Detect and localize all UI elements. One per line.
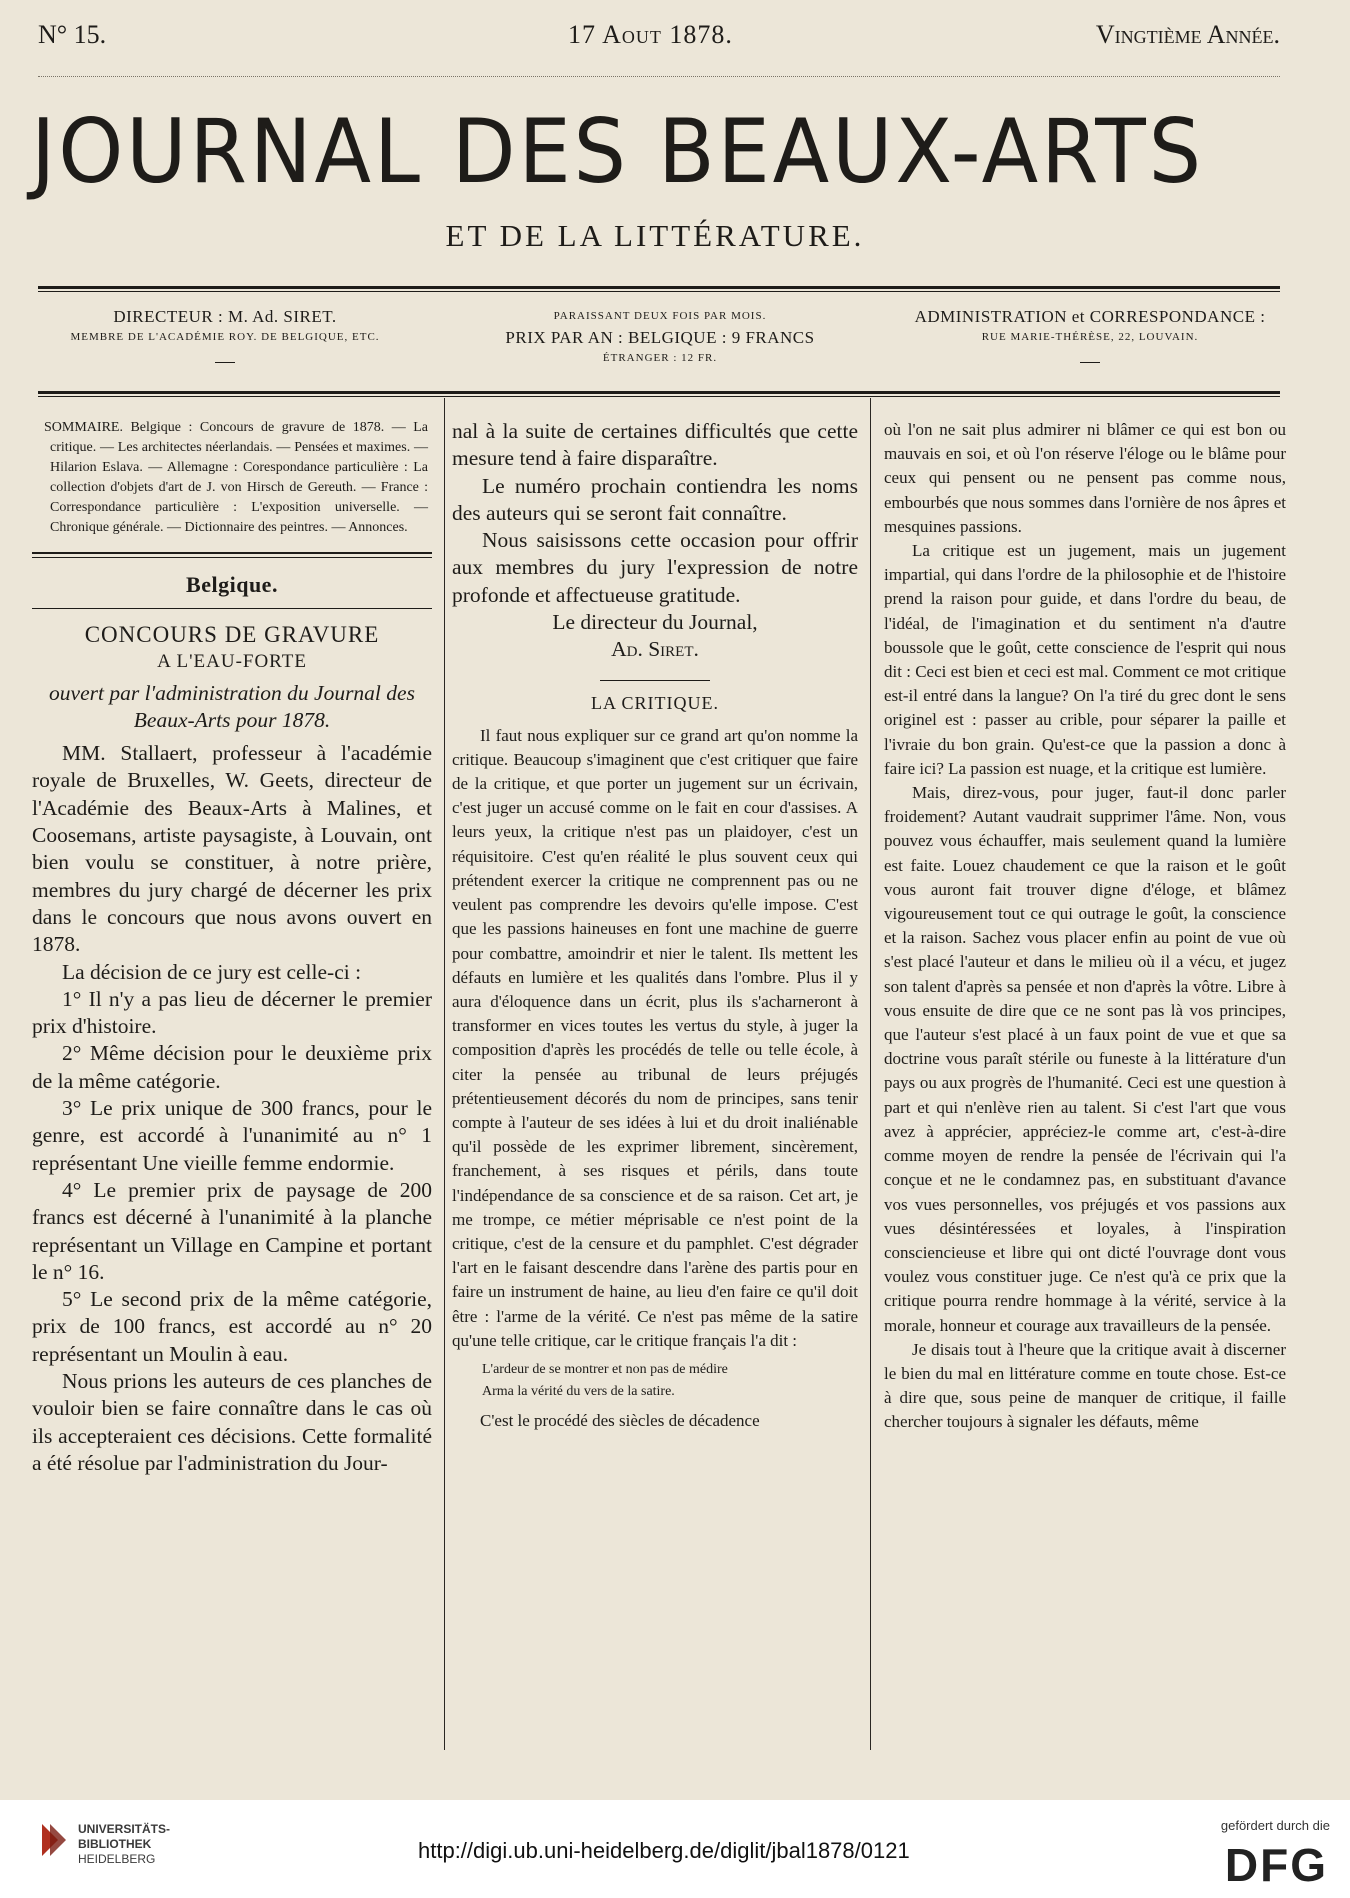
digitization-footer: [0, 1800, 1350, 1898]
price: PRIX PAR AN : BELGIQUE : 9 FRANCS: [505, 328, 815, 347]
verse-line: L'ardeur de se montrer et non pas de médire: [482, 1361, 728, 1377]
issue-year: Vingtième Année.: [1095, 20, 1280, 49]
institution-line: HEIDELBERG: [78, 1852, 156, 1866]
masthead-rule-bottom: [38, 391, 1280, 394]
masthead-rule-top: [38, 286, 1280, 289]
paragraph: 2° Même décision pour le deuxième prix de la même catégorie.: [32, 1041, 432, 1093]
issue-date: 17 Aout 1878.: [568, 20, 733, 49]
university-logo-icon: [40, 1820, 70, 1860]
paragraph: Le numéro prochain contiendra les noms des auteurs qui se seront fait connaître.: [452, 473, 858, 525]
issue-number: N° 15.: [38, 20, 107, 49]
paragraph: 5° Le second prix de la même catégorie, prix de 100 francs, est accordé au n° 20 représentant un Moulin à eau.: [32, 1287, 432, 1366]
article-title: LA CRITIQUE.: [591, 692, 719, 713]
paragraph: nal à la suite de certaines difficultés que cette mesure tend à faire disparaître.: [452, 419, 858, 471]
column-1: [32, 418, 432, 1748]
paragraph: Je disais tout à l'heure que la critique avait à discerner le bien du mal en littérature comme en toute chose. Est-ce à dire que, sous peine de manquer de critique, il faille chercher toujours à signaler les défauts, même: [884, 1339, 1286, 1432]
paragraph: 3° Le prix unique de 300 francs, pour le genre, est accordé à l'unanimité au n° 1 représentant Une vieille femme endormie.: [32, 1096, 432, 1175]
paragraph: Nous prions les auteurs de ces planches de vouloir bien se faire connaître dans le cas où ils accepteraient ces décisions. Cette formalité a été résolue par l'administration du Jour-: [32, 1369, 432, 1475]
institution-line: BIBLIOTHEK: [78, 1837, 152, 1851]
article-byline: ouvert par l'administration du Journal des Beaux-Arts pour 1878.: [49, 680, 415, 732]
sommaire: SOMMAIRE. Belgique : Concours de gravure de 1878. — La critique. — Les architectes néerlandais. — Pensées et maximes. — Hilarion Eslava. — Allemagne : Corespondance particulière : La collection d'objets d'art de J. von Hirsch de Gereuth. — France : Correspondance particulière : L'exposition universelle. — Chronique générale. — Dictionnaire des peintres. — Annonces.: [44, 420, 428, 535]
sommaire-rule-thin: [32, 557, 432, 558]
paragraph: La critique est un jugement, mais un jugement impartial, qui dans l'ordre de la philosophie et de l'histoire prend la raison pour guide, et dans l'ordre du beau, de l'idéal, de l'imagination et du sentiment n'a d'autre boussole que le goût, cette conscience de l'esprit qui nous dit : Ceci est bien et ceci est mal. Comment ce mot critique est-il entré dans la langue? On l'a tiré du grec dont le sens originel est : passer au crible, pour séparer la paille et l'ivraie du bon grain. Qu'est-ce que la passion a donc à faire ici? La passion est nuage, et la critique est lumière.: [884, 541, 1286, 778]
institution-name: [78, 1822, 170, 1867]
issue-header: [38, 20, 1280, 56]
signature-line: Le directeur du Journal,: [552, 610, 758, 635]
paragraph: Il faut nous expliquer sur ce grand art qu'on nomme la critique. Beaucoup s'imaginent que c'est critiquer que faire de la critique, et que porter un jugement sur un écrivain, c'est juger un accusé comme on le fait en cour d'assises. A leurs yeux, la critique n'est pas un plaidoyer, c'est un réquisitoire. C'est qu'en réalité le plus souvent ceux qui prétendent exercer la critique ne comprennent pas ou ne veulent pas comprendre les devoirs qu'elle impose. C'est que les passions haineuses en font une machine de guerre pour combattre, amoindrir et nier le talent. Ils mettent les défauts en lumière et les qualités dans l'ombre. Plus il y aura d'éloquence dans un écrit, plus ils s'acharneront à transformer en vices toutes les vertus du style, à juger la composition d'après les procédés de telle ou telle école, à citer la pensée au tribunal de leurs préjugés prétentieusement décorés du nom de principes, sans tenir compte à l'auteur de ses idées à lui et du droit inaliénable qu'il possède de les exprimer librement, sincèrement, franchement, à ses risques et périls, dans toute l'indépendance de sa conscience et de sa raison. Cet art, je me trompe, ce métier méprisable ce n'est point de la critique, c'est de la censure et du pamphlet. C'est dégrader l'art en le faisant descendre dans l'arène des partis pour en faire un instrument de haine, au lieu d'en faire ce qu'il doit être : l'arme de la vérité. Ce n'est pas même de la satire qu'une telle critique, car le critique français l'a dit :: [452, 725, 858, 1350]
frequency: PARAISSANT DEUX FOIS PAR MOIS.: [553, 310, 767, 322]
journal-subtitle: ET DE LA LITTÉRATURE.: [445, 218, 865, 253]
admin-label: ADMINISTRATION et CORRESPONDANCE :: [914, 307, 1266, 326]
foreign-price: ÉTRANGER : 12 FR.: [602, 352, 718, 364]
section-rule: [32, 608, 432, 609]
article-heading: CONCOURS DE GRAVURE: [84, 622, 380, 647]
paragraph: MM. Stallaert, professeur à l'académie royale de Bruxelles, W. Geets, directeur de l'Académie des Beaux-Arts à Malines, et Coosemans, artiste paysagiste, à Louvain, ont bien voulu se constituer, à notre prière, membres du jury chargé de décerner les prix dans le concours que nous avons ouvert en 1878.: [32, 741, 432, 957]
paragraph: C'est le procédé des siècles de décadence: [480, 1410, 760, 1430]
admin-address: RUE MARIE-THÉRÈSE, 22, LOUVAIN.: [981, 331, 1199, 343]
source-link[interactable]: http://digi.ub.uni-heidelberg.de/diglit/jbal1878/0121: [418, 1838, 910, 1863]
masthead-rule-top-thin: [38, 291, 1280, 292]
sommaire-rule: [32, 552, 432, 554]
paragraph: 1° Il n'y a pas lieu de décerner le premier prix d'histoire.: [32, 986, 432, 1039]
director-block: [40, 306, 410, 363]
short-divider: [600, 680, 710, 681]
masthead-rule-bottom-thin: [38, 396, 1280, 397]
column-3: [884, 418, 1286, 1748]
verse-line: Arma la vérité du vers de la satire.: [482, 1383, 675, 1399]
dotted-divider: [38, 76, 1280, 77]
column-divider-2: [870, 398, 871, 1750]
paragraph: 4° Le premier prix de paysage de 200 francs est décerné à l'unanimité à la planche représentant un Village en Campine et portant le n° 16.: [32, 1177, 432, 1284]
funded-by-label: gefördert durch die: [1220, 1818, 1330, 1833]
price-block: [440, 306, 880, 369]
section-heading: Belgique.: [186, 572, 278, 597]
paragraph: Mais, direz-vous, pour juger, faut-il donc parler froidement? Autant vaudrait supprimer l'âme. Non, vous pouvez vous échauffer, mais seulement quand la lumière est faite. Louez chaudement ce que la raison et le goût vous auront fait trouver digne d'éloge, et blâmez vigoureusement tout ce qui outrage le goût, la conscience et la raison. Sachez vous placer enfin au point de vue où s'est placé l'auteur et dans le milieu où il a vécu, et jugez son talent d'après sa pensée et non d'après la vôtre. Libre à vous ensuite de dire que ce ne sont pas là vos principes, que l'auteur s'est placé à un faux point de vue et que sa doctrine vous paraît stérile ou funeste à la littérature d'un pays ou aux progrès de l'humanité. Ceci est une question à part et qui n'enlève rien au talent. Si c'est l'art que vous avez à apprécier, appréciez-le comme art, c'est-à-dire comme moyen de rendre la pensée de l'écrivain qui l'a conçue et ne le condamnez pas, en substituant d'avance vos vues personnelles, vos préjugés et vos passions aux vues désintéressées et loyales, à l'inspiration consciencieuse et libre qui ont dicté l'ouvrage dont vous voulez vous constituer juge. Ce n'est qu'à ce prix que la critique pourra rendre hommage à la vérité, service à la morale, honneur et courage aux travailleurs de la pensée.: [884, 783, 1286, 1335]
admin-block: [890, 306, 1290, 363]
director-name: DIRECTEUR : M. Ad. SIRET.: [113, 307, 337, 326]
paragraph: Nous saisissons cette occasion pour offrir aux membres du jury l'expression de notre profonde et affectueuse gratitude.: [452, 528, 858, 607]
director-dash: [215, 362, 235, 363]
admin-dash: [1080, 362, 1100, 363]
column-2: [452, 418, 858, 1748]
article-subheading: A L'EAU-FORTE: [157, 651, 307, 673]
dfg-logo: DFG: [1224, 1839, 1328, 1891]
signature-name: Ad. Siret.: [611, 637, 699, 662]
journal-title: JOURNAL DES BEAUX-ARTS: [30, 100, 1204, 203]
paragraph: où l'on ne sait plus admirer ni blâmer ce qui est bon ou mauvais en soi, et où l'on réserve l'éloge ou le blâme pour ceux qui pensent ou ne pensent pas comme nous, embourbés que nous sommes dans l'ornière de nos âpres et mesquines passions.: [884, 420, 1286, 536]
director-title: MEMBRE DE L'ACADÉMIE ROY. DE BELGIQUE, ETC.: [70, 331, 380, 343]
institution-line: UNIVERSITÄTS-: [78, 1822, 171, 1836]
paragraph: La décision de ce jury est celle-ci :: [62, 959, 362, 984]
column-divider-1: [444, 398, 445, 1750]
